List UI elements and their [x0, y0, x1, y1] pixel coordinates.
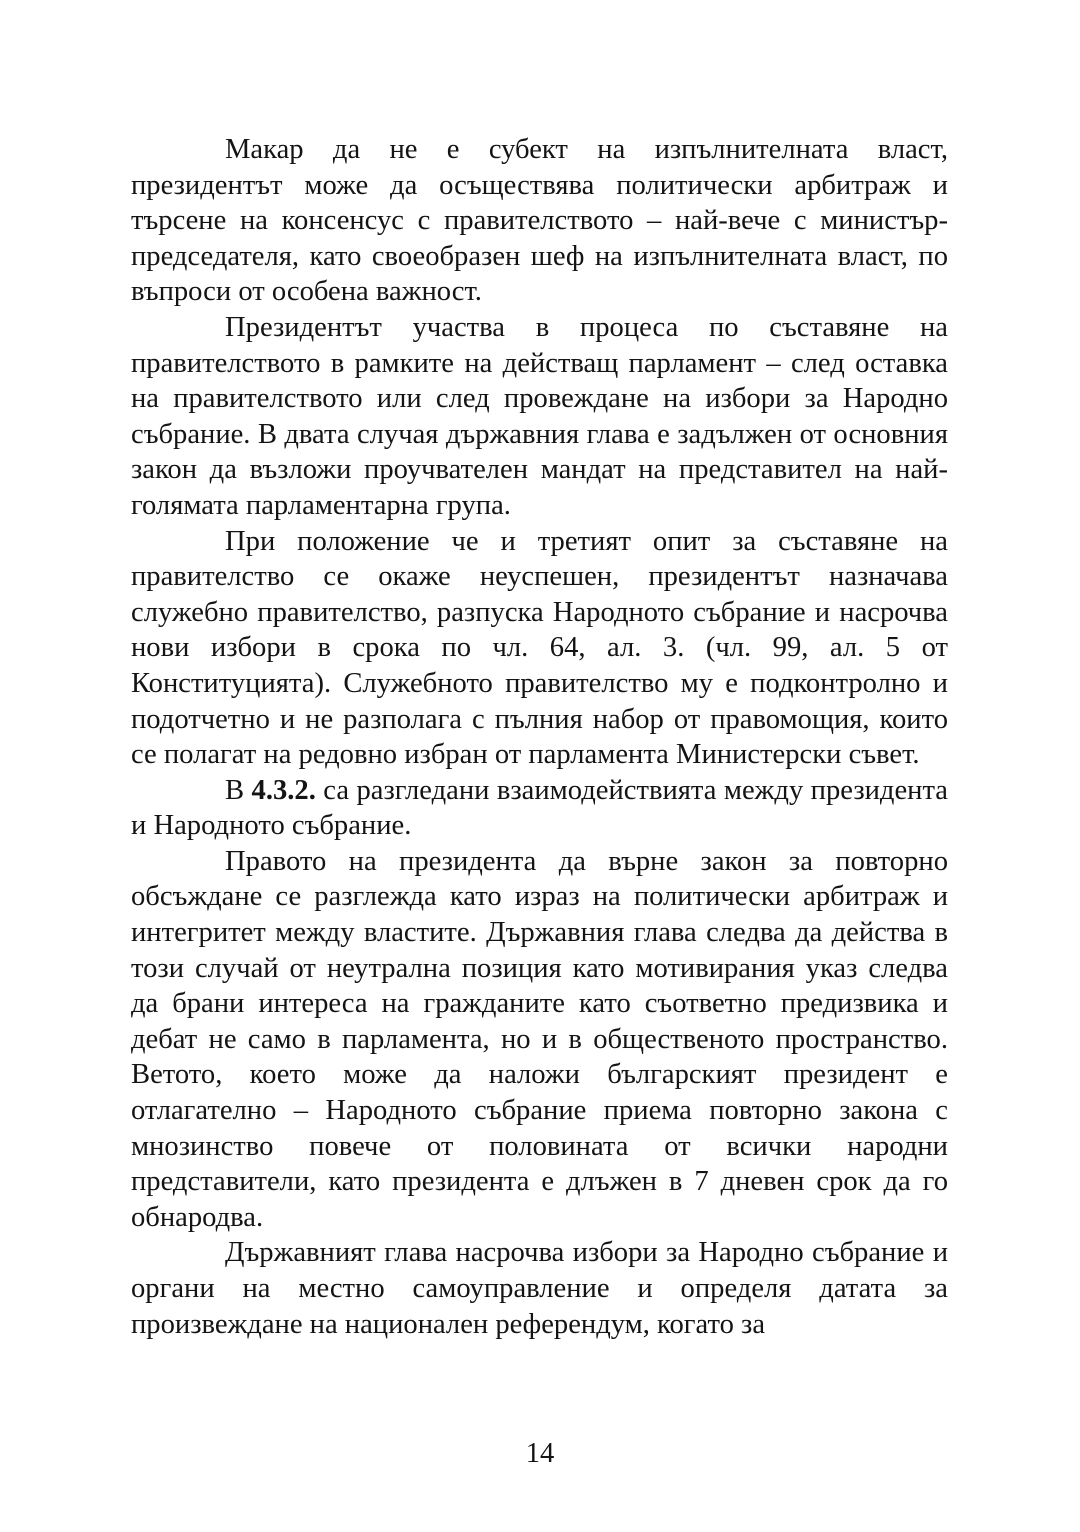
paragraph-veto: Правото на президента да върне закон за повторно обсъждане се разглежда като израз на политически арбитраж и интегритет между властите. Държавния глава следва да действа в този случай от неутрална позиция като мотивирания указ следва да брани интереса на гражданите като съответно предизвика и дебат не само в парламента, но и в общественото пространство. Ветото, което може да наложи българският президент е отлагателно – Народното събрание приема повторно закона с мнозинство повече от половината от всички народни представители, като президента е длъжен в 7 дневен срок да го обнародва. — [131, 845, 948, 1233]
paragraph-caretaker-government: При положение че и третият опит за съставяне на правителство се окаже неуспешен, президентът назначава служебно правителство, разпуска Народното събрание и насрочва нови избори в срока по чл. 64, ал. 3. (чл. 99, ал. 5 от Конституцията). Служебното правителство му е подконтролно и подотчетно и не разполага с пълния набор от правомощия, които се полагат на редовно избран от парламента Министерски съвет. — [131, 525, 948, 771]
page-number: 14 — [525, 1438, 555, 1469]
paragraph-government-formation: Президентът участва в процеса по съставяне на правителството в рамките на действащ парламент – след оставка на правителството или след провеждане на избори за Народно събрание. В двата случая държавния глава е задължен от основния закон да възложи проучвателен мандат на представител на най-голямата парламентарна група. — [131, 311, 948, 521]
section-number: 4.3.2. — [251, 774, 316, 806]
paragraph-elections: Държавният глава насрочва избори за Народно събрание и органи на местно самоуправление и определя датата за произвеждане на национален референдум, когато за — [131, 1237, 948, 1340]
section-ref-text: са разгледани взаимодействията между президента и Народното събрание. — [131, 774, 949, 842]
section-ref-prefix: В — [225, 774, 245, 806]
page-body — [131, 132, 948, 1342]
paragraph-section-reference — [131, 773, 948, 844]
paragraph-president-arbitration: Макар да не е субект на изпълнителната власт, президентът може да осъществява политически арбитраж и търсене на консенсус с правителството – най-вече с министър-председателя, като своеобразен шеф на изпълнителната власт, по въпроси от особена важност. — [131, 134, 948, 308]
